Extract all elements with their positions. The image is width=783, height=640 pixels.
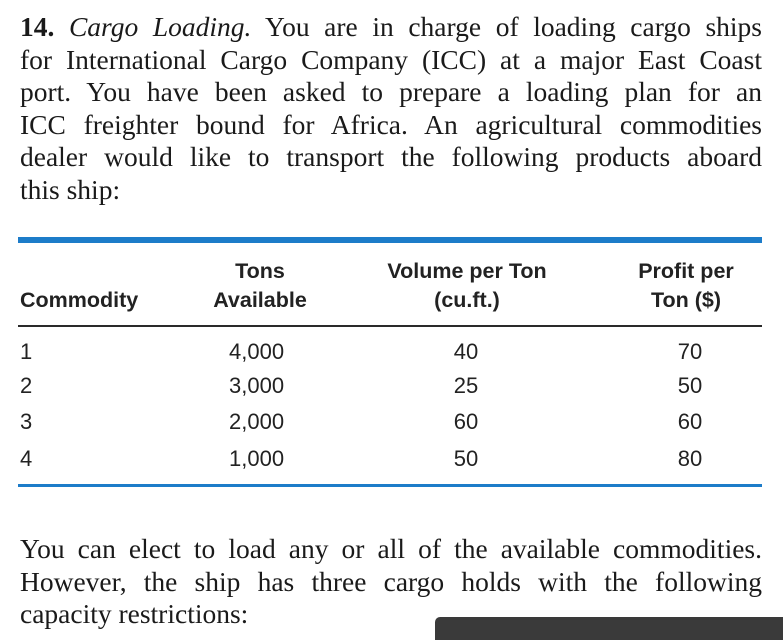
cell-tons: 3,000 [229,373,285,398]
cell-profit: 50 [677,373,703,398]
table-top-rule [18,237,762,243]
after-line-3: capacity restrictions: [20,598,249,630]
cell-tons: 1,000 [229,446,285,471]
cell-commodity: 2 [20,373,33,398]
header-profit-line1: Profit per [638,259,734,283]
cell-volume: 40 [453,339,479,364]
cell-commodity: 3 [20,409,33,434]
header-volume [373,257,561,315]
problem-line-2: for International Cargo Company (ICC) at a major East Coast [20,43,762,75]
problem-paragraph [20,11,762,207]
cell-volume: 60 [453,409,479,434]
header-commodity: Commodity [20,288,139,312]
cell-commodity: 4 [20,446,33,471]
table-header-rule [18,325,762,327]
cell-profit: 70 [677,339,703,364]
header-profit-line2: Ton ($) [650,288,722,312]
problem-line-4: ICC freighter bound for Africa. An agricultural commodities [20,108,762,140]
header-tons-line1: Tons [235,259,285,283]
cell-volume: 50 [453,446,479,471]
problem-line-1-text: You are in charge of loading cargo ships [251,11,762,42]
overlay-bar [435,617,783,640]
header-volume-line2: (cu.ft.) [434,288,500,312]
after-line-2: However, the ship has three cargo holds with the following [20,565,762,597]
cell-profit: 60 [677,409,703,434]
cell-tons: 2,000 [229,409,285,434]
problem-title: Cargo Loading. [68,11,252,42]
cell-volume: 25 [453,373,479,398]
table-bottom-rule [18,484,762,487]
cell-profit: 80 [677,446,703,471]
after-line-1: You can elect to load any or all of the available commodities. [20,533,762,564]
header-tons [206,257,314,315]
problem-line-6: this ship: [20,173,121,205]
cell-tons: 4,000 [229,339,285,364]
cell-commodity: 1 [20,339,33,364]
problem-line-1 [20,11,762,44]
header-tons-line2: Available [213,288,307,312]
header-profit [626,257,746,315]
problem-line-5: dealer would like to transport the following products aboard [20,141,762,173]
header-volume-line1: Volume per Ton [387,259,547,283]
problem-line-3: port. You have been asked to prepare a loading plan for an [20,76,762,108]
problem-number: 14. [20,11,55,42]
